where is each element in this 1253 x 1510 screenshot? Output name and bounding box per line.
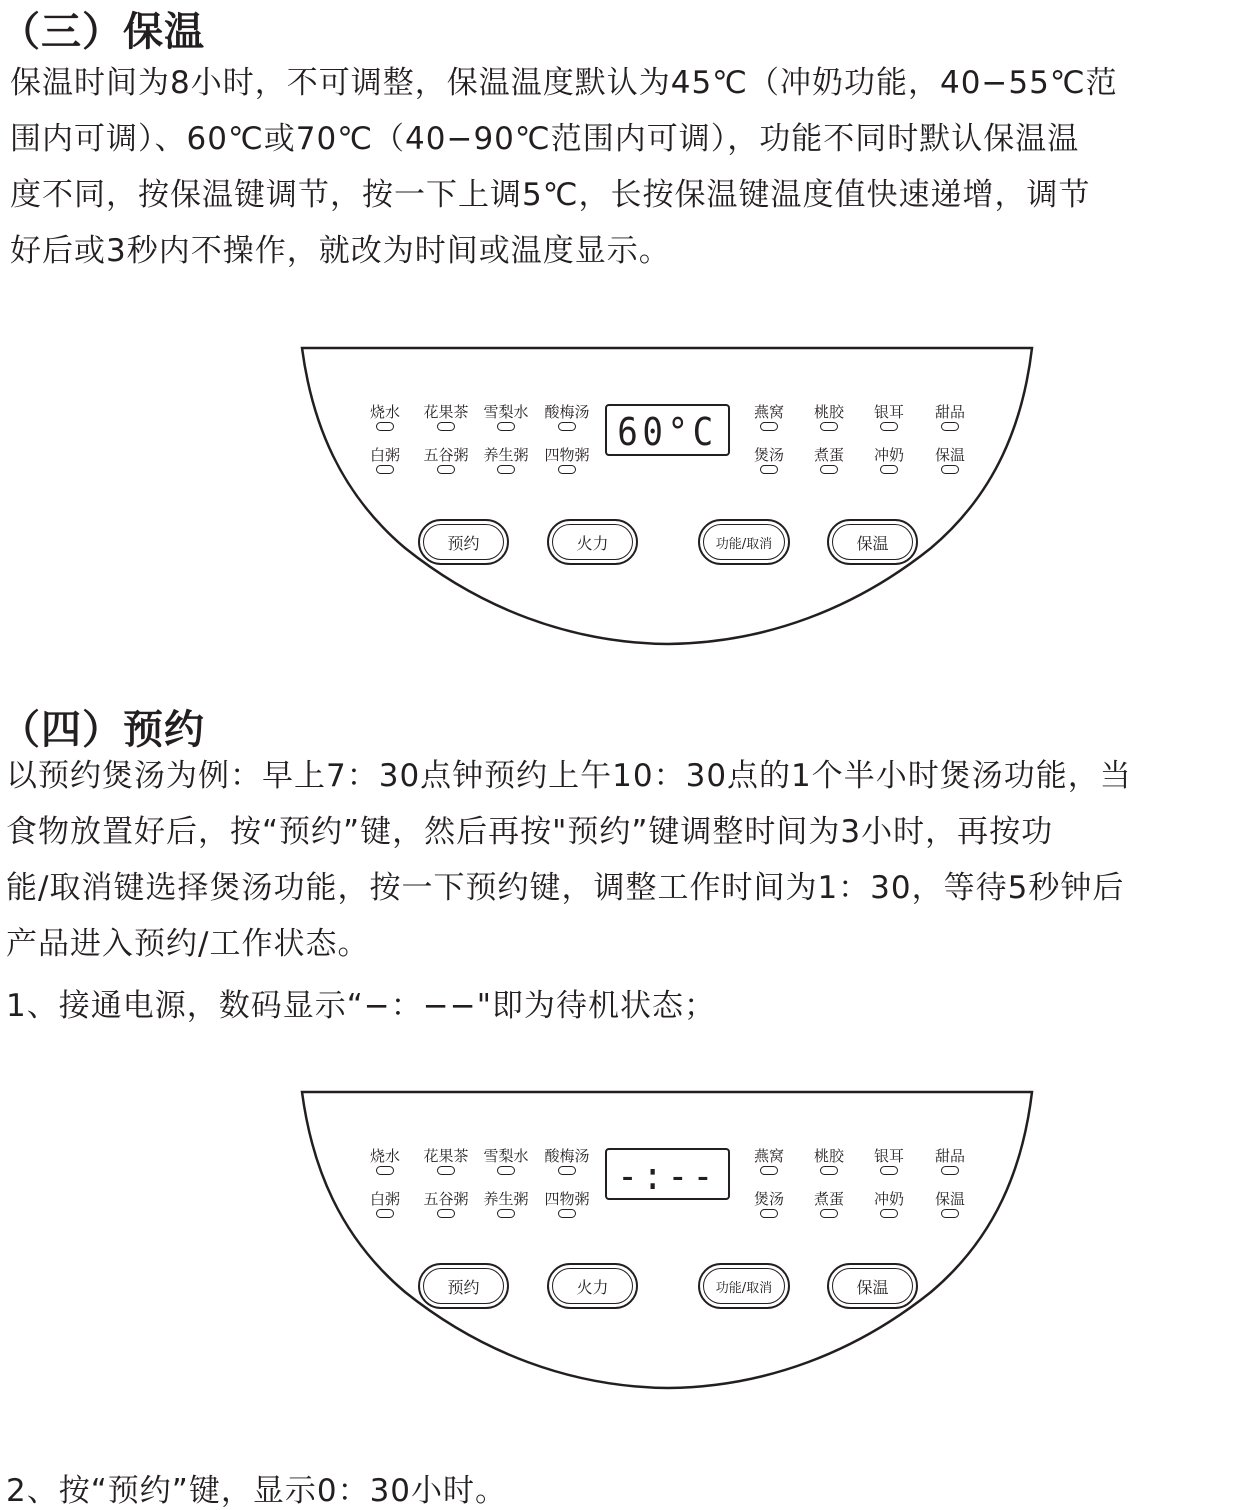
paragraph-line: 食物放置好后，按“预约”键，然后再按"预约”键调整时间为3小时，再按功	[6, 814, 1054, 850]
button-label: 功能/取消	[715, 536, 773, 552]
button-label: 功能/取消	[715, 1280, 773, 1296]
panel-outline	[296, 1087, 1038, 1392]
mode-label: 煲汤	[734, 1190, 804, 1208]
reserve-button	[418, 519, 509, 565]
mode-label: 酸梅汤	[532, 403, 602, 421]
section-4-heading: （四）预约	[0, 707, 205, 753]
function-cancel-button	[698, 519, 790, 565]
mode-label: 冲奶	[854, 1190, 924, 1208]
power-button	[547, 519, 638, 565]
section-3-paragraph	[10, 55, 1118, 279]
paragraph-line: 好后或3秒内不操作，就改为时间或温度显示。	[10, 233, 671, 269]
mode-label: 四物粥	[532, 1190, 602, 1208]
control-panel-illustration-2	[296, 1087, 1038, 1392]
mode-label: 甜品	[915, 403, 985, 421]
mode-label: 桃胶	[794, 403, 864, 421]
display-readout: -:--	[617, 1154, 718, 1198]
mode-label: 养生粥	[471, 446, 541, 464]
paragraph-line: 保温时间为8小时，不可调整，保温温度默认为45℃（冲奶功能，40−55℃范	[10, 65, 1118, 101]
paragraph-line: 度不同，按保温键调节，按一下上调5℃，长按保温键温度值快速递增，调节	[10, 177, 1091, 213]
mode-label: 煮蛋	[794, 1190, 864, 1208]
mode-label: 桃胶	[794, 1147, 864, 1165]
paragraph-line: 围内可调）、60℃或70℃（40−90℃范围内可调），功能不同时默认保温温	[10, 121, 1080, 157]
keep-warm-button	[827, 1263, 918, 1309]
mode-label: 保温	[915, 446, 985, 464]
keep-warm-button	[827, 519, 918, 565]
button-label: 火力	[576, 533, 609, 553]
mode-label: 燕窝	[734, 1147, 804, 1165]
power-button	[547, 1263, 638, 1309]
reserve-button	[418, 1263, 509, 1309]
digital-display	[605, 1148, 730, 1200]
control-panel-illustration-1	[296, 343, 1038, 648]
section-3-heading: （三）保温	[0, 9, 205, 55]
button-label: 预约	[447, 533, 480, 553]
mode-label: 花果茶	[411, 1147, 481, 1165]
button-label: 火力	[576, 1277, 609, 1297]
mode-label: 雪梨水	[471, 403, 541, 421]
mode-label: 烧水	[350, 403, 420, 421]
paragraph-line: 产品进入预约/工作状态。	[6, 926, 370, 962]
mode-label: 保温	[915, 1190, 985, 1208]
step-2-text: 2、按“预约”键，显示0：30小时。	[6, 1473, 508, 1509]
mode-label: 烧水	[350, 1147, 420, 1165]
mode-label: 白粥	[350, 1190, 420, 1208]
mode-label: 银耳	[854, 403, 924, 421]
paragraph-line: 能/取消键选择煲汤功能，按一下预约键，调整工作时间为1：30，等待5秒钟后	[6, 870, 1125, 906]
mode-label: 甜品	[915, 1147, 985, 1165]
mode-label: 白粥	[350, 446, 420, 464]
mode-label: 冲奶	[854, 446, 924, 464]
button-label: 保温	[856, 533, 889, 553]
panel-outline	[296, 343, 1038, 648]
section-4-paragraph	[6, 748, 1132, 972]
mode-label: 五谷粥	[411, 446, 481, 464]
mode-label: 五谷粥	[411, 1190, 481, 1208]
mode-label: 燕窝	[734, 403, 804, 421]
mode-label: 养生粥	[471, 1190, 541, 1208]
mode-label: 雪梨水	[471, 1147, 541, 1165]
digital-display	[605, 404, 730, 456]
button-label: 预约	[447, 1277, 480, 1297]
button-label: 保温	[856, 1277, 889, 1297]
mode-label: 四物粥	[532, 446, 602, 464]
paragraph-line: 以预约煲汤为例：早上7：30点钟预约上午10：30点的1个半小时煲汤功能，当	[6, 758, 1132, 794]
step-1-text: 1、接通电源，数码显示“−：−−"即为待机状态；	[6, 988, 716, 1024]
mode-label: 煮蛋	[794, 446, 864, 464]
display-readout: 60°C	[617, 410, 718, 454]
function-cancel-button	[698, 1263, 790, 1309]
mode-label: 花果茶	[411, 403, 481, 421]
mode-label: 酸梅汤	[532, 1147, 602, 1165]
mode-label: 煲汤	[734, 446, 804, 464]
mode-label: 银耳	[854, 1147, 924, 1165]
